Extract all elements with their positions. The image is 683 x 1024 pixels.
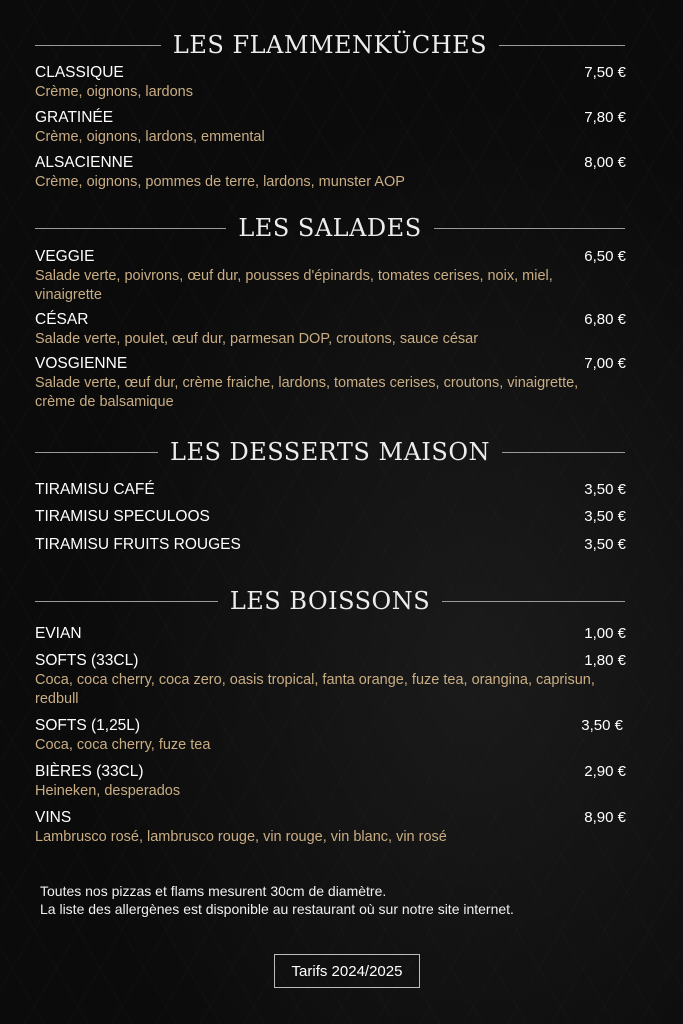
item-description: Crème, oignons, lardons [35, 84, 193, 100]
item-description: Lambrusco rosé, lambrusco rouge, vin rouge, vin blanc, vin rosé [35, 829, 447, 845]
menu-item-bieres-33cl [35, 763, 626, 801]
item-name: TIRAMISU FRUITS ROUGES [35, 536, 241, 553]
item-price: 8,00 € [584, 154, 626, 171]
divider-line [434, 228, 625, 229]
section-title: LES DESSERTS MAISON [170, 438, 490, 466]
item-price: 3,50 € [584, 536, 626, 553]
divider-line [35, 452, 158, 453]
item-price: 6,80 € [584, 311, 626, 328]
section-header-salades [35, 213, 625, 243]
item-name: BIÈRES (33CL) [35, 763, 144, 780]
item-description: Heineken, desperados [35, 783, 181, 799]
item-price: 3,50 € [581, 717, 623, 734]
footer-note-size: Toutes nos pizzas et flams mesurent 30cm de diamètre. [40, 883, 387, 899]
menu-item-vosgienne [35, 355, 626, 412]
item-price: 7,00 € [584, 355, 626, 372]
divider-line [35, 228, 226, 229]
item-name: CÉSAR [35, 311, 89, 328]
section-header-flammenkuches [35, 30, 625, 60]
item-description: Salade verte, poivrons, œuf dur, pousses d'épinards, tomates cerises, noix, miel, vinaigrette [35, 268, 553, 303]
item-price: 3,50 € [584, 508, 626, 525]
section-header-boissons [35, 586, 625, 616]
item-name: TIRAMISU SPECULOOS [35, 508, 210, 525]
item-name: VEGGIE [35, 248, 95, 265]
menu-item-veggie [35, 248, 626, 305]
item-name: VINS [35, 809, 72, 826]
item-price: 1,00 € [584, 625, 626, 642]
item-price: 7,80 € [584, 109, 626, 126]
section-title: LES BOISSONS [229, 587, 431, 615]
item-price: 8,90 € [584, 809, 626, 826]
menu-item-softs-125l [35, 717, 623, 755]
item-description: Salade verte, œuf dur, crème fraiche, lardons, tomates cerises, croutons, vinaigrette, crème de balsamique [35, 375, 579, 410]
item-description: Salade verte, poulet, œuf dur, parmesan DOP, croutons, sauce césar [35, 331, 479, 347]
item-name: CLASSIQUE [35, 64, 124, 81]
section-title: LES FLAMMENKÜCHES [172, 31, 488, 59]
item-price: 3,50 € [584, 481, 626, 498]
item-price: 6,50 € [584, 248, 626, 265]
menu-item-tiramisu-fruits-rouges [35, 536, 626, 554]
menu-item-softs-33cl [35, 652, 626, 709]
item-description: Crème, oignons, pommes de terre, lardons, munster AOP [35, 174, 405, 190]
item-name: GRATINÉE [35, 109, 114, 126]
footer-note-allergens: La liste des allergènes est disponible au restaurant où sur notre site internet. [40, 901, 514, 917]
section-header-desserts [35, 437, 625, 467]
item-name: SOFTS (1,25L) [35, 717, 141, 734]
item-price: 7,50 € [584, 64, 626, 81]
footer-notes [40, 882, 640, 918]
item-description: Coca, coca cherry, fuze tea [35, 737, 211, 753]
item-price: 2,90 € [584, 763, 626, 780]
menu-item-cesar [35, 311, 626, 349]
divider-line [502, 452, 625, 453]
divider-line [35, 601, 218, 602]
menu-item-tiramisu-cafe [35, 481, 626, 499]
menu-item-evian [35, 625, 626, 643]
divider-line [35, 45, 161, 46]
divider-line [499, 45, 625, 46]
divider-line [442, 601, 625, 602]
menu-item-vins [35, 809, 626, 847]
menu-item-classique [35, 64, 626, 102]
tarif-badge: Tarifs 2024/2025 [274, 954, 420, 988]
menu-item-tiramisu-speculoos [35, 508, 626, 526]
item-name: VOSGIENNE [35, 355, 128, 372]
item-name: ALSACIENNE [35, 154, 134, 171]
item-description: Crème, oignons, lardons, emmental [35, 129, 265, 145]
section-title: LES SALADES [238, 214, 422, 242]
item-price: 1,80 € [584, 652, 626, 669]
menu-item-alsacienne [35, 154, 626, 192]
menu-item-gratinee [35, 109, 626, 147]
item-name: TIRAMISU CAFÉ [35, 481, 155, 498]
item-name: SOFTS (33CL) [35, 652, 139, 669]
item-name: EVIAN [35, 625, 82, 642]
item-description: Coca, coca cherry, coca zero, oasis tropical, fanta orange, fuze tea, orangina, caprisun, redbull [35, 672, 595, 707]
